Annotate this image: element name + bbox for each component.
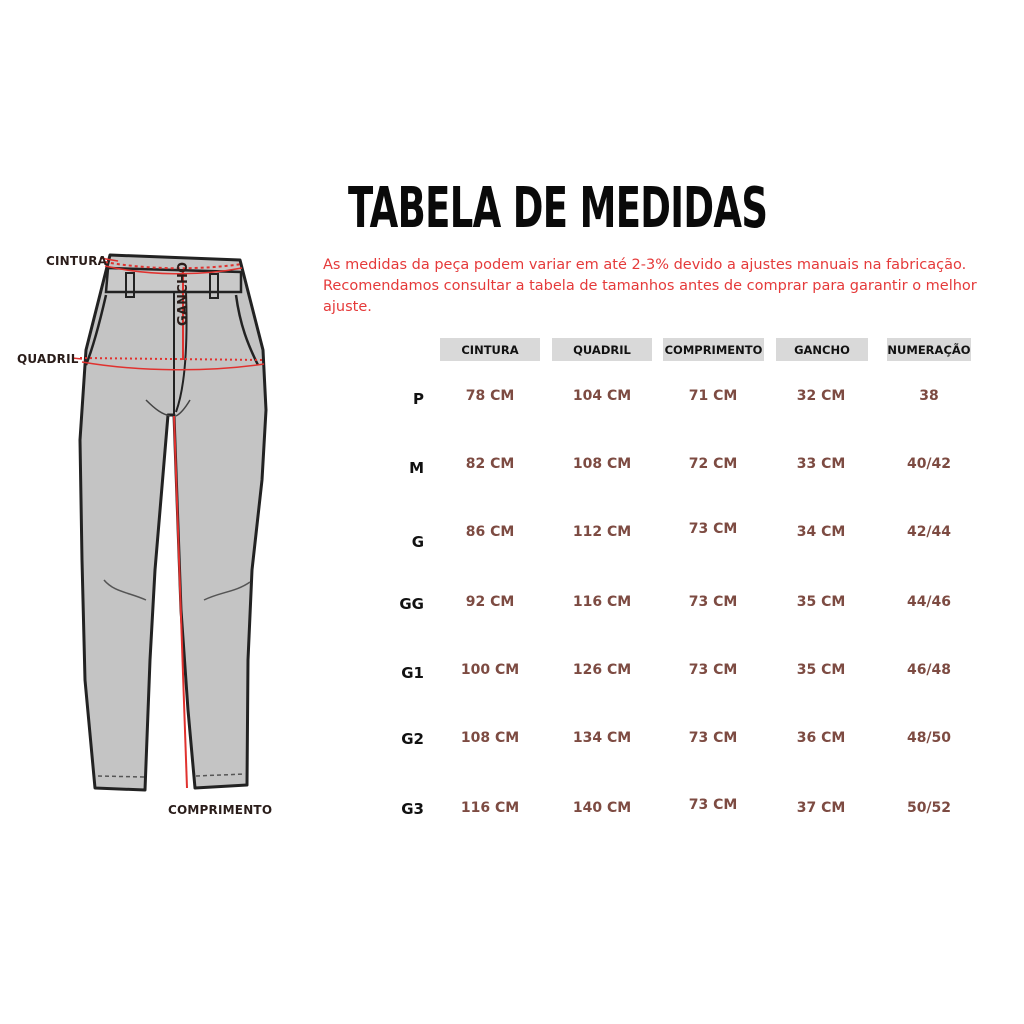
cintura-cell: 78 CM xyxy=(465,388,515,404)
quadril-cell: 112 CM xyxy=(572,524,632,540)
quadril-cell: 126 CM xyxy=(572,662,632,678)
table-row xyxy=(380,456,1000,486)
gancho-cell: 35 CM xyxy=(796,662,846,678)
comprimento-cell: 73 CM xyxy=(688,662,738,678)
cintura-cell: 116 CM xyxy=(460,800,520,816)
comprimento-label: COMPRIMENTO xyxy=(168,803,273,817)
pants-illustration xyxy=(0,240,300,840)
header-gancho: GANCHO xyxy=(776,338,868,361)
gancho-cell: 33 CM xyxy=(796,456,846,472)
cintura-label: CINTURA xyxy=(46,254,108,268)
size-label: G1 xyxy=(401,664,424,682)
gancho-cell: 34 CM xyxy=(796,524,846,540)
comprimento-cell: 71 CM xyxy=(688,388,738,404)
header-numeracao: NUMERAÇÃO xyxy=(887,338,971,361)
gancho-cell: 32 CM xyxy=(796,388,846,404)
numeracao-cell: 48/50 xyxy=(906,730,952,746)
cintura-cell: 82 CM xyxy=(465,456,515,472)
comprimento-cell: 73 CM xyxy=(688,594,738,610)
size-label: G2 xyxy=(401,730,424,748)
size-label: G3 xyxy=(401,800,424,818)
numeracao-cell: 46/48 xyxy=(906,662,952,678)
comprimento-cell: 72 CM xyxy=(688,456,738,472)
numeracao-cell: 40/42 xyxy=(906,456,952,472)
cintura-cell: 92 CM xyxy=(465,594,515,610)
cintura-cell: 86 CM xyxy=(465,524,515,540)
gancho-cell: 36 CM xyxy=(796,730,846,746)
pants-diagram xyxy=(0,240,300,840)
quadril-cell: 134 CM xyxy=(572,730,632,746)
page-title: TABELA DE MEDIDAS xyxy=(348,176,768,241)
size-table xyxy=(380,336,1000,836)
quadril-cell: 116 CM xyxy=(572,594,632,610)
quadril-cell: 104 CM xyxy=(572,388,632,404)
table-row xyxy=(380,521,1000,554)
size-label: G xyxy=(411,533,424,551)
size-label: M xyxy=(409,459,424,477)
quadril-label: QUADRIL xyxy=(17,352,79,366)
cintura-cell: 108 CM xyxy=(460,730,520,746)
gancho-cell: 35 CM xyxy=(796,594,846,610)
measurement-notice: As medidas da peça podem variar em até 2-3% devido a ajustes manuais na fabricação. Recomendamos consultar a tabela de tamanhos antes de comprar para garantir o melhor ajuste. xyxy=(323,257,977,315)
table-row xyxy=(380,662,1000,692)
comprimento-cell: 73 CM xyxy=(688,730,738,746)
header-quadril: QUADRIL xyxy=(552,338,652,361)
numeracao-cell: 44/46 xyxy=(906,594,952,610)
cintura-cell: 100 CM xyxy=(460,662,520,678)
quadril-cell: 108 CM xyxy=(572,456,632,472)
comprimento-cell: 73 CM xyxy=(688,521,738,537)
quadril-cell: 140 CM xyxy=(572,800,632,816)
numeracao-cell: 38 xyxy=(919,388,939,404)
header-comprimento: COMPRIMENTO xyxy=(663,338,764,361)
table-row xyxy=(380,730,1000,760)
numeracao-cell: 42/44 xyxy=(906,524,952,540)
size-label: P xyxy=(413,390,424,408)
table-row xyxy=(380,388,1000,418)
size-label: GG xyxy=(399,595,424,613)
table-row xyxy=(380,797,1000,830)
table-row xyxy=(380,594,1000,624)
gancho-cell: 37 CM xyxy=(796,800,846,816)
numeracao-cell: 50/52 xyxy=(906,800,952,816)
comprimento-cell: 73 CM xyxy=(688,797,738,813)
gancho-label: GANCHO xyxy=(176,261,191,326)
header-cintura: CINTURA xyxy=(440,338,540,361)
